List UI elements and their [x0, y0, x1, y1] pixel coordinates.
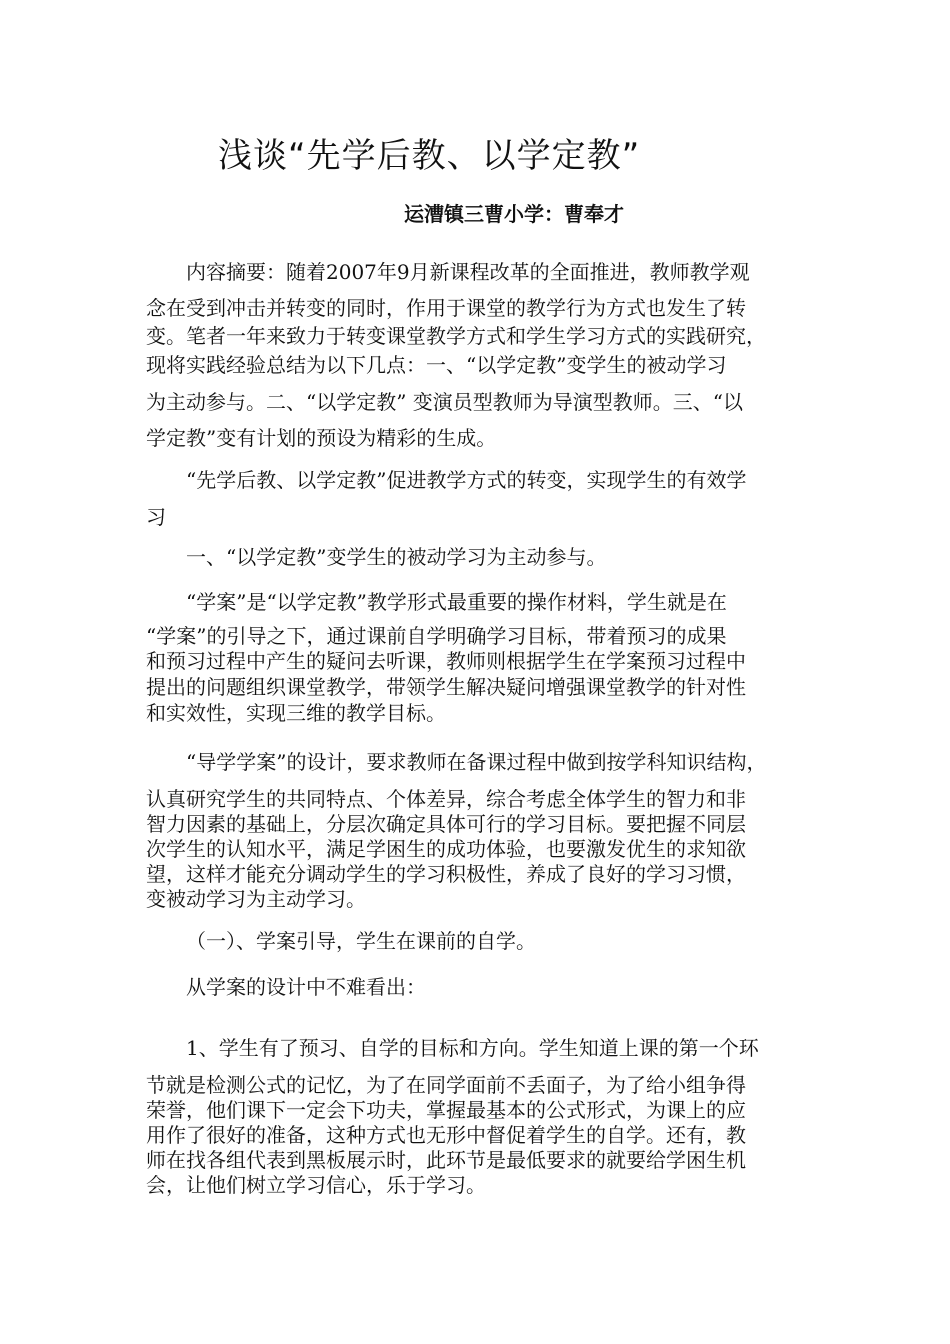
paragraph-line: “学案”是“以学定教”教学形式最重要的操作材料，学生就是在	[186, 590, 727, 614]
body-paragraph	[146, 1034, 806, 1200]
paragraph-line: “学案”的引导之下，通过课前自学明确学习目标，带着预习的成果	[146, 624, 727, 648]
paragraph-line: 望，这样才能充分调动学生的学习积极性，养成了良好的学习习惯，	[146, 862, 746, 886]
subsection-heading	[146, 540, 806, 574]
paragraph-line: 会，让他们树立学习信心，乐于学习。	[146, 1173, 486, 1197]
paragraph-line: 和实效性，实现三维的教学目标。	[146, 701, 446, 725]
paragraph-line: 和预习过程中产生的疑问去听课，教师则根据学生在学案预习过程中	[146, 649, 746, 673]
section-heading-paragraph	[146, 463, 806, 534]
abstract-paragraph	[146, 256, 806, 455]
paragraph-line: 学定教”变有计划的预设为精彩的生成。	[146, 426, 497, 450]
paragraph-line: “导学学案”的设计，要求教师在备课过程中做到按学科知识结构，	[186, 750, 767, 774]
paragraph-line: 认真研究学生的共同特点、个体差异，综合考虑全体学生的智力和非	[146, 787, 746, 811]
paragraph-line: 师在找各组代表到黑板展示时，此环节是最低要求的就要给学困生机	[146, 1148, 746, 1172]
document-title: 浅谈“先学后教、以学定教”	[218, 136, 641, 176]
paragraph-line: 变。笔者一年来致力于转变课堂教学方式和学生学习方式的实践研究，	[146, 324, 766, 348]
body-paragraph	[146, 588, 806, 728]
paragraph-line: 智力因素的基础上，分层次确定具体可行的学习目标。要把握不同层	[146, 812, 746, 836]
author-line: 运漕镇三曹小学：曹奉才	[404, 202, 624, 226]
paragraph-line: 次学生的认知水平，满足学困生的成功体验，也要激发优生的求知欲	[146, 837, 746, 861]
paragraph-line: 1、学生有了预习、自学的目标和方向。学生知道上课的第一个环	[186, 1036, 759, 1060]
paragraph-line: 内容摘要：随着2007年9月新课程改革的全面推进，教师教学观	[186, 260, 750, 284]
paragraph-line: （一）、学案引导，学生在课前的自学。	[186, 929, 536, 953]
paragraph-line: 节就是检测公式的记忆，为了在同学面前不丢面子，为了给小组争得	[146, 1073, 746, 1097]
paragraph-line: 为主动参与。二、“以学定教” 变演员型教师为导演型教师。三、“以	[146, 390, 744, 414]
paragraph-line: 用作了很好的准备，这种方式也无形中督促着学生的自学。还有，教	[146, 1123, 746, 1147]
body-paragraph	[146, 748, 806, 914]
paragraph-line: 变被动学习为主动学习。	[146, 887, 366, 911]
paragraph-line: 习	[146, 505, 166, 529]
paragraph-line: 现将实践经验总结为以下几点：一、“以学定教”变学生的被动学习	[146, 353, 727, 377]
paragraph-line: 念在受到冲击并转变的同时，作用于课堂的教学行为方式也发生了转	[146, 296, 746, 320]
paragraph-line: “先学后教、以学定教”促进教学方式的转变，实现学生的有效学	[186, 468, 747, 492]
paragraph-line: 荣誉，他们课下一定会下功夫，掌握最基本的公式形式，为课上的应	[146, 1098, 746, 1122]
paragraph-line: 从学案的设计中不难看出：	[186, 975, 426, 999]
body-paragraph	[146, 972, 806, 1002]
paragraph-line: 提出的问题组织课堂教学，带领学生解决疑问增强课堂教学的针对性	[146, 675, 746, 699]
paragraph-line: 一、“以学定教”变学生的被动学习为主动参与。	[186, 545, 607, 569]
subsection-heading	[146, 926, 806, 956]
